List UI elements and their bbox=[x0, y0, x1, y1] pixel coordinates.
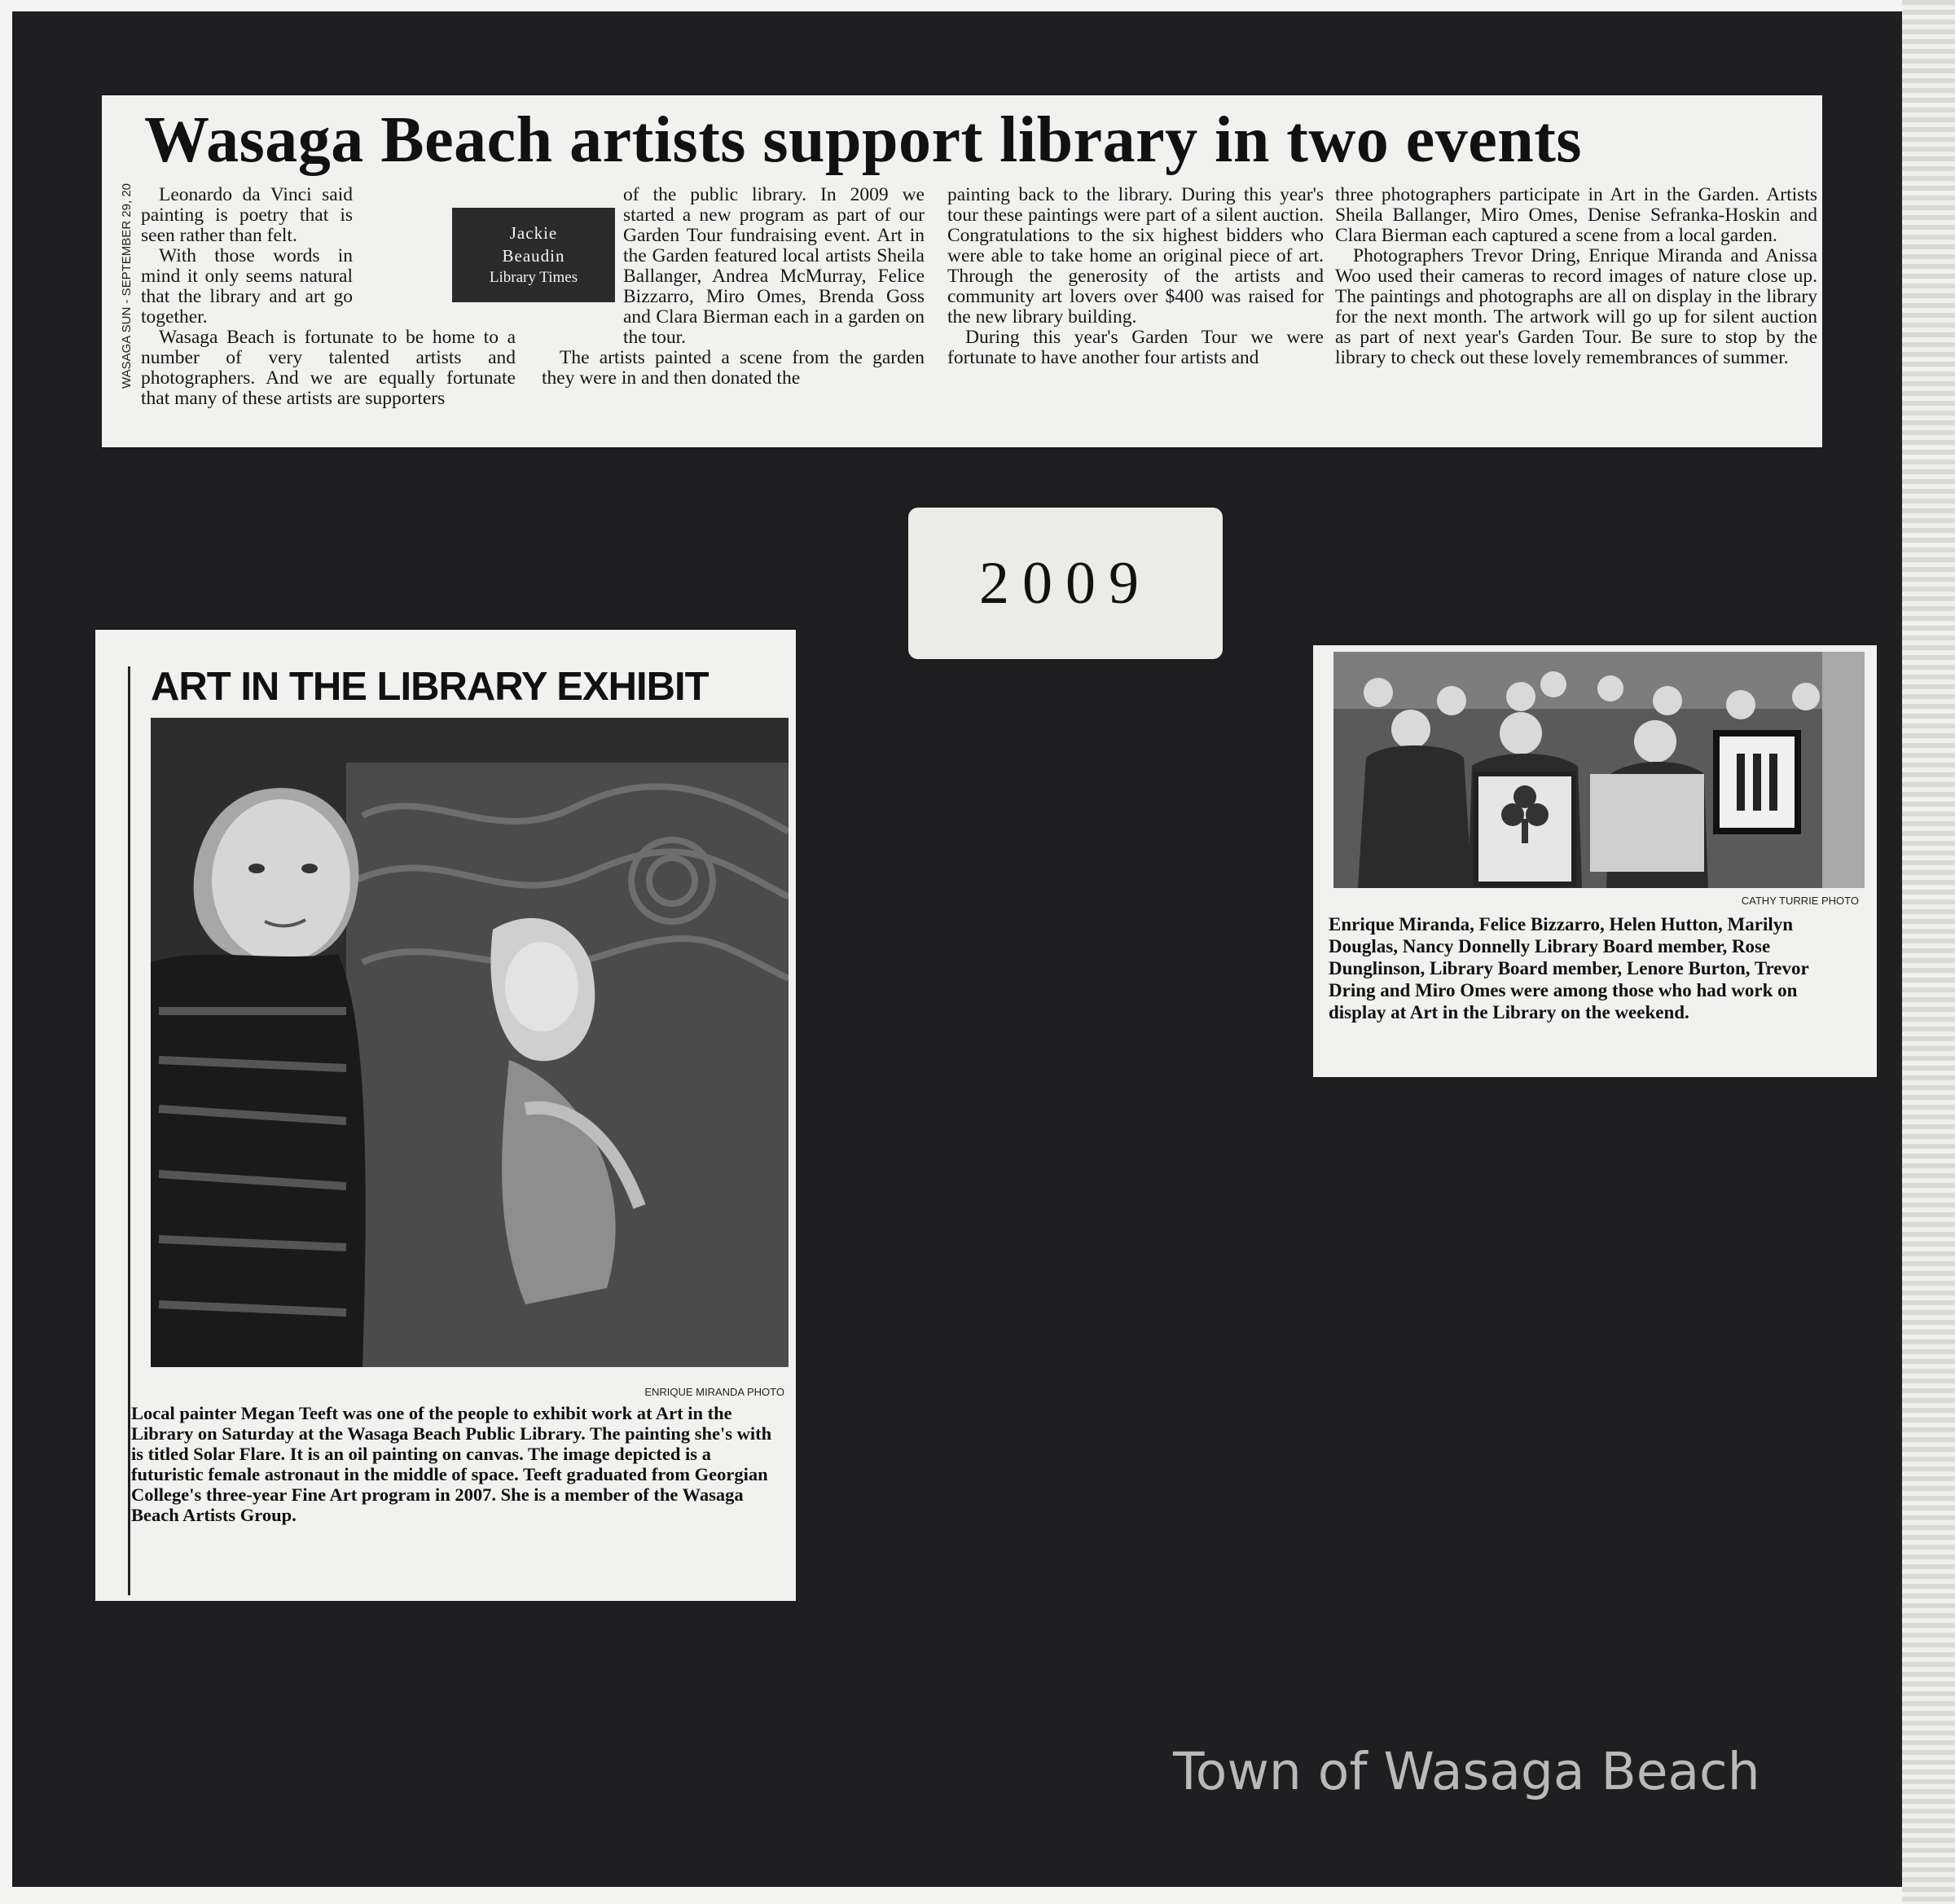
exhibit-title: ART IN THE LIBRARY EXHIBIT bbox=[151, 665, 709, 709]
article-paragraph: The artists painted a scene from the garden they were in and then donated the bbox=[542, 347, 925, 389]
painter-with-painting-image bbox=[151, 718, 789, 1367]
exhibit-photo bbox=[151, 718, 789, 1367]
newspaper-article-clipping bbox=[102, 95, 1822, 447]
article-paragraph: During this year's Garden Tour we were fortunate to have another four artists and bbox=[947, 327, 1324, 368]
column-rule bbox=[128, 666, 130, 1595]
article-column-3 bbox=[947, 185, 1324, 446]
byline-name-first: Jackie bbox=[509, 223, 558, 243]
article-paragraph: three photographers participate in Art in the Garden. Artists Sheila Ballanger, Miro Omes, Denise Sefranka-Hoskin and Clara Bierman each captured a scene from a local garden. bbox=[1335, 185, 1817, 246]
page-binding-edge bbox=[1902, 0, 1955, 1904]
group-photo-credit: CATHY TURRIE PHOTO bbox=[1741, 895, 1859, 907]
article-column-2 bbox=[542, 185, 925, 446]
article-paragraph: Wasaga Beach is fortunate to be home to a number of very talented artists and photographers. And we are equally fortunate that many of these artists are supporters bbox=[141, 327, 516, 409]
article-paragraph: painting back to the library. During this year's tour these paintings were part of a silent auction. Congratulations to the six highest bidders who were able to take home an original piece of art. Through the generosity of the artists and community art lovers over $400 was raised for the new library building. bbox=[947, 185, 1324, 328]
article-column-4 bbox=[1335, 185, 1817, 446]
exhibit-clipping bbox=[95, 630, 796, 1601]
byline-section: Library Times bbox=[489, 269, 578, 286]
article-headline: Wasaga Beach artists support library in two events bbox=[144, 104, 1582, 176]
byline-name-last: Beaudin bbox=[502, 246, 565, 266]
article-paragraph: With those words in mind it only seems natural that the library and art go together. bbox=[141, 245, 353, 328]
group-photo-clipping bbox=[1313, 645, 1877, 1077]
watermark: Town of Wasaga Beach bbox=[1173, 1742, 1760, 1801]
article-source-date: WASAGA SUN - SEPTEMBER 29, 20 bbox=[120, 182, 134, 389]
article-paragraph: Photographers Trevor Dring, Enrique Miranda and Anissa Woo used their cameras to record images of nature close up. The paintings and photographs are all on display in the library for the next month. The artwork will go up for silent auction as part of next year's Garden Tour. Be sure to stop by the library to check out these lovely remembrances of summer. bbox=[1335, 245, 1817, 368]
artists-group-image bbox=[1333, 652, 1865, 888]
exhibit-photo-credit: ENRIQUE MIRANDA PHOTO bbox=[644, 1386, 784, 1398]
article-paragraph: of the public library. In 2009 we started a new program as part of our Garden Tour fundraising event. Art in the Garden featured local artists Sheila Ballanger, Andrea McMurray, Felice Bizzarro, Miro Omes, Brenda Goss and Clara Bierman each in a garden on the tour. bbox=[623, 185, 925, 348]
group-caption: Enrique Miranda, Felice Bizzarro, Helen Hutton, Marilyn Douglas, Nancy Donnelly Library Board member, Rose Dunglinson, Library Board member, Lenore Burton, Trevor Dring and Miro Omes were among those who had work on display at Art in the Library on the weekend. bbox=[1329, 914, 1809, 1022]
year-label: 2009 bbox=[908, 508, 1223, 659]
exhibit-caption: Local painter Megan Teeft was one of the people to exhibit work at Art in the Library on Saturday at the Wasaga Beach Public Library. The painting she's with is titled Solar Flare. It is an oil painting on canvas. The image depicted is a futuristic female astronaut in the middle of space. Teeft graduated from Georgian College's three-year Fine Art program in 2007. She is a member of the Wasaga Beach Artists Group. bbox=[131, 1403, 772, 1525]
article-paragraph: Leonardo da Vinci said painting is poetry that is seen rather than felt. bbox=[141, 185, 353, 246]
article-column-1 bbox=[141, 185, 516, 446]
group-photo bbox=[1333, 652, 1865, 888]
